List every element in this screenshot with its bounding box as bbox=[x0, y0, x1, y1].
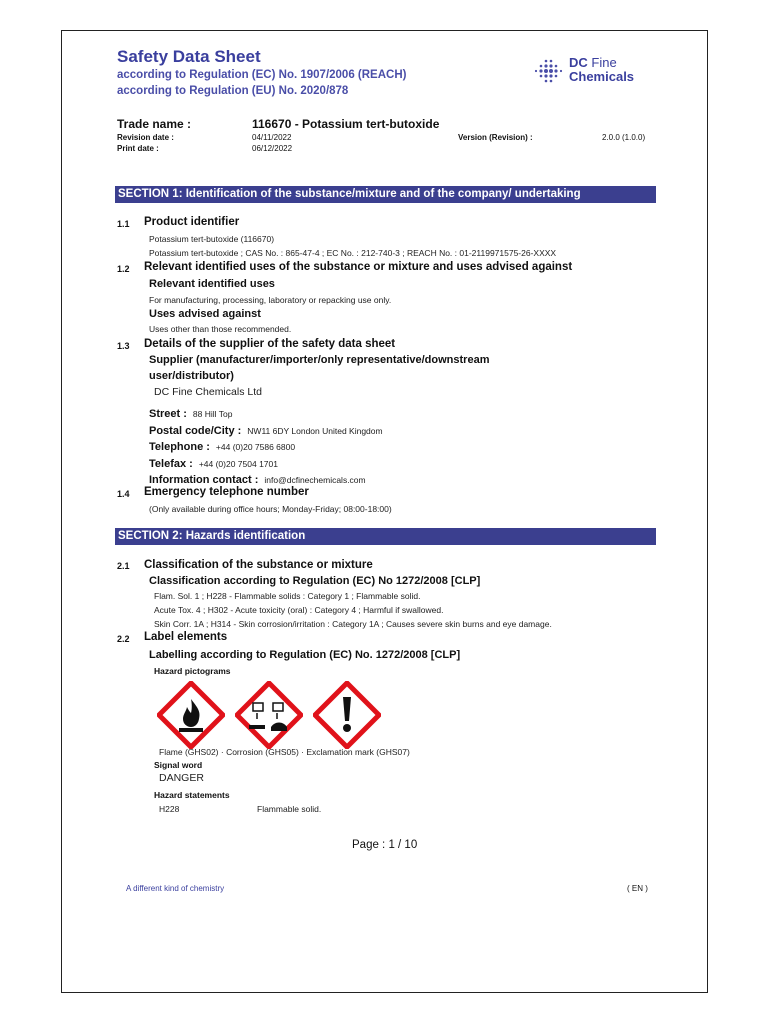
print-date-label: Print date : bbox=[117, 144, 159, 153]
classification-line-3: Skin Corr. 1A ; H314 - Skin corrosion/irritation : Category 1A ; Causes severe skin burns and eye damage. bbox=[154, 619, 552, 629]
regulation-line-1: according to Regulation (EC) No. 1907/2006 (REACH) bbox=[117, 69, 407, 81]
section-1-4-title: Emergency telephone number bbox=[144, 486, 309, 498]
section-2-1-number: 2.1 bbox=[117, 561, 130, 571]
supplier-company-name: DC Fine Chemicals Ltd bbox=[154, 386, 262, 398]
corrosion-icon bbox=[235, 681, 303, 749]
hazard-statement-text: Flammable solid. bbox=[257, 804, 322, 814]
section-2-2-number: 2.2 bbox=[117, 634, 130, 644]
street-label: Street : bbox=[149, 408, 187, 420]
hazard-statements-label: Hazard statements bbox=[154, 790, 230, 800]
section-1-2-title: Relevant identified uses of the substance or mixture and uses advised against bbox=[144, 261, 573, 273]
version-label: Version (Revision) : bbox=[458, 133, 533, 142]
footer-tagline: A different kind of chemistry bbox=[126, 884, 225, 893]
telefax-value: +44 (0)20 7504 1701 bbox=[198, 459, 278, 469]
classification-line-2: Acute Tox. 4 ; H302 - Acute toxicity (oral) : Category 4 ; Harmful if swallowed. bbox=[154, 605, 444, 615]
telefax-label: Telefax : bbox=[149, 458, 193, 470]
information-contact-label: Information contact : bbox=[149, 474, 259, 486]
section-1-1-title: Product identifier bbox=[144, 216, 240, 228]
trade-name-value: 116670 - Potassium tert-butoxide bbox=[252, 117, 440, 131]
section-1-4-number: 1.4 bbox=[117, 489, 130, 499]
document-title: Safety Data Sheet bbox=[117, 47, 261, 66]
page-number: Page : 1 / 10 bbox=[352, 839, 418, 851]
logo-text-line1 bbox=[569, 55, 617, 70]
section-1-3-number: 1.3 bbox=[117, 341, 130, 351]
classification-heading: Classification according to Regulation (EC) No 1272/2008 [CLP] bbox=[149, 575, 481, 587]
logo-text-line2: Chemicals bbox=[569, 69, 635, 84]
section-1-1-number: 1.1 bbox=[117, 219, 130, 229]
company-logo bbox=[532, 57, 652, 89]
relevant-uses-heading: Relevant identified uses bbox=[149, 278, 275, 290]
telephone-value: +44 (0)20 7586 6800 bbox=[215, 442, 296, 452]
postal-label: Postal code/City : bbox=[149, 425, 242, 437]
sds-page bbox=[61, 30, 708, 993]
footer-language: ( EN ) bbox=[627, 884, 648, 893]
street-row bbox=[149, 404, 232, 422]
information-contact-email[interactable]: info@dcfinechemicals.com bbox=[264, 475, 366, 485]
uses-advised-against-text: Uses other than those recommended. bbox=[149, 324, 292, 334]
version-value: 2.0.0 (1.0.0) bbox=[602, 133, 646, 142]
signal-word-label: Signal word bbox=[154, 760, 203, 770]
relevant-uses-text: For manufacturing, processing, laboratory or repacking use only. bbox=[149, 295, 392, 305]
revision-date-value: 04/11/2022 bbox=[252, 133, 292, 142]
labelling-heading: Labelling according to Regulation (EC) No. 1272/2008 [CLP] bbox=[149, 649, 461, 661]
revision-date-label: Revision date : bbox=[117, 133, 174, 142]
product-identifier-line-2: Potassium tert-butoxide ; CAS No. : 865-47-4 ; EC No. : 212-740-3 ; REACH No. : 01-2119971575-26-XXXX bbox=[149, 248, 557, 258]
exclamation-mark-icon bbox=[313, 681, 381, 749]
section-2-1-title: Classification of the substance or mixture bbox=[144, 559, 373, 571]
pictogram-caption: Flame (GHS02) · Corrosion (GHS05) · Exclamation mark (GHS07) bbox=[159, 747, 410, 757]
section-1-2-number: 1.2 bbox=[117, 264, 130, 274]
telephone-row bbox=[149, 437, 295, 455]
print-date-value: 06/12/2022 bbox=[252, 144, 293, 153]
flame-icon bbox=[157, 681, 225, 749]
postal-value: NW11 6DY London United Kingdom bbox=[247, 426, 383, 436]
regulation-line-2: according to Regulation (EU) No. 2020/878 bbox=[117, 85, 349, 97]
supplier-heading-cont: user/distributor) bbox=[149, 370, 234, 382]
classification-line-1: Flam. Sol. 1 ; H228 - Flammable solids : Category 1 ; Flammable solid. bbox=[154, 591, 421, 601]
section-1-header: SECTION 1: Identification of the substance/mixture and of the company/ undertaking bbox=[115, 186, 656, 203]
hazard-statement-code: H228 bbox=[159, 804, 180, 814]
trade-name-label: Trade name : bbox=[117, 117, 192, 131]
logo-dc: DC bbox=[569, 55, 588, 70]
product-identifier-line-1: Potassium tert-butoxide (116670) bbox=[149, 234, 275, 244]
signal-word-value: DANGER bbox=[159, 772, 204, 784]
telephone-label: Telephone : bbox=[149, 441, 210, 453]
supplier-heading: Supplier (manufacturer/importer/only representative/downstream bbox=[149, 354, 490, 366]
emergency-hours-text: (Only available during office hours; Monday-Friday; 08:00-18:00) bbox=[149, 504, 392, 514]
dc-logo-icon bbox=[532, 57, 566, 87]
section-1-3-title: Details of the supplier of the safety data sheet bbox=[144, 338, 396, 350]
street-value: 88 Hill Top bbox=[192, 409, 233, 419]
section-2-2-title: Label elements bbox=[144, 631, 228, 643]
section-2-header: SECTION 2: Hazards identification bbox=[115, 528, 656, 545]
uses-advised-against-heading: Uses advised against bbox=[149, 308, 261, 320]
logo-fine: Fine bbox=[587, 55, 617, 70]
hazard-pictograms-label: Hazard pictograms bbox=[154, 666, 231, 676]
